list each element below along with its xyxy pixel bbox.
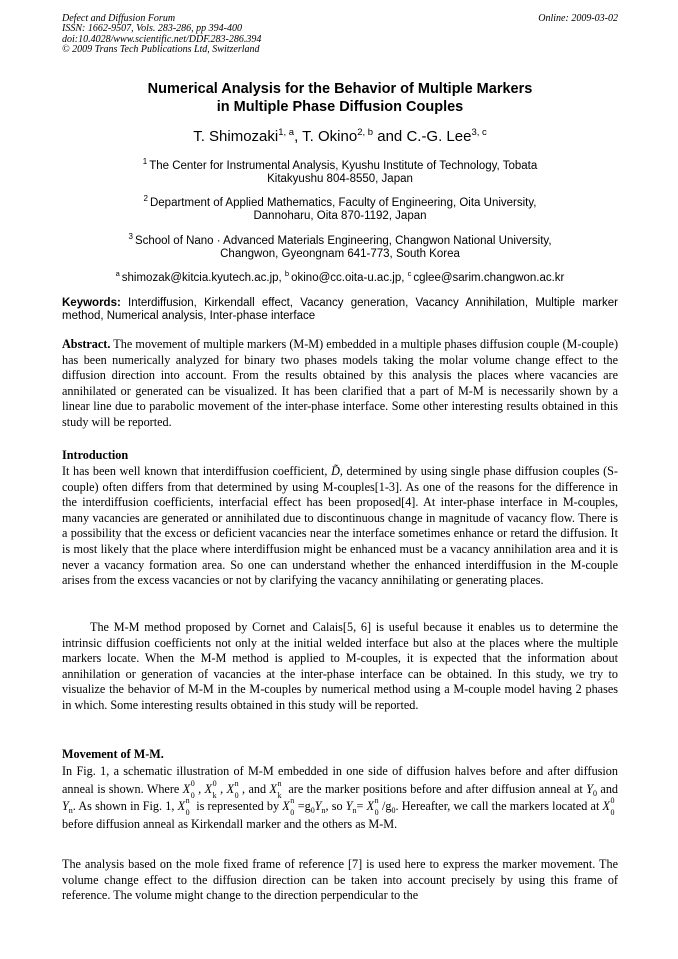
symbol-x0-n: X n 0 [366,796,379,818]
affiliation-line: School of Nano · Advanced Materials Engineering, Changwon National University, [134,235,552,247]
symbol-y0: Y [586,781,593,796]
section-heading-introduction: Introduction [62,448,129,462]
journal-doi: doi:10.4028/www.scientific.net/DDF.283-286.394 [62,33,262,45]
affiliation-line: Department of Applied Mathematics, Faculty of Engineering, Oita University, [149,197,537,209]
symbol-x0-n: X n 0 [177,796,190,818]
email-marker: c [407,269,412,278]
symbol-x0-n: X n 0 [226,778,239,800]
email-c[interactable]: cglee@sarim.changwon.ac.kr [413,272,565,284]
email-a[interactable]: shimozak@kitcia.kyutech.ac.jp [121,272,279,284]
movement-text: and the others as M-M. [283,816,398,831]
movement-paragraph-2: The analysis based on the mole fixed frame of reference [7] is used here to express the marker movement. The volume change effect to the diffusion direction can be taken into account precisely by using this frame of reference. The volume might change to the direction perpendicular to the [62,857,618,903]
movement-text: are the marker positions before and [284,781,463,796]
journal-name: Defect and Diffusion Forum [62,13,176,24]
keywords-text: Interdiffusion, Kirkendall effect, Vacancy generation, Vacancy Annihilation, Multiple marker method, Numerical analysis, Inter-phase interface [62,297,618,323]
intro-text: , determined by using single phase diffusion couples (S-couple) often differs from that determined by using M-couples[1-3]. As one of the reasons for the difference in the interdiffusion coefficients, interfacial effect has been proposed[4]. At inter-phase interface in M-couples, many vacancies are generated or annihilated due to discontinuous change in magnitude of vacancy flow. There is a possibility that the excess or deficient vacancies near the interface sometimes enhance or retard the diffusion. It is most likely that the place where interdiffusion might be enhanced must be a vacancy annihilation area and it is never a vacancy formation area. So one can understand whether the enhanced interdiffusion in the M-couple arises from the excess vacancies or not by clarifying the vacancy annihilating or generating places. [62,464,618,588]
movement-text: diffusion anneal is shown. Where [62,764,618,796]
paper-title [62,80,618,116]
title-line-1: Numerical Analysis for the Behavior of Multiple Markers [147,81,533,97]
author-list [62,128,618,146]
email-marker: a [115,269,120,278]
symbol-x0-0: X 0 0 [182,778,195,800]
introduction-paragraph-2: The M-M method proposed by Cornet and Calais[5, 6] is useful because it enables us to determine the intrinsic diffusion coefficients not only at the initial welded interface but also at the places where the multiple markers locate. When the M-M method is applied to M-couples, it is expected that the information about annihilation or generation of vacancies at the inter-phase interface can be obtained. In this study, we try to visualize the behavior of M-M in the M-couples by numerical method using a M-couple model having 2 phases in which. Some interesting results obtained in this study will be reported. [62,620,618,712]
author-3-affil: 3, c [471,127,487,138]
author-1: T. Shimozaki [193,128,279,145]
affiliation-2 [62,194,618,223]
introduction-paragraph-1 [62,464,618,589]
movement-text: In Fig. 1, a schematic illustration of M-M embedded in one side of diffusion halves before and after [62,764,570,778]
affiliation-line: Dannoharu, Oita 870-1192, Japan [253,210,427,223]
journal-header [62,14,618,56]
author-separator: and [373,128,407,145]
abstract-label: Abstract. [62,337,111,351]
affiliation-3 [62,232,618,261]
section-heading-movement: Movement of M-M. [62,747,164,761]
keywords [62,297,618,324]
symbol-yn: Y [62,799,69,814]
author-1-affil: 1, a [278,127,295,138]
interdiffusion-symbol: D̃ [331,464,340,478]
affiliation-1 [62,157,618,186]
abstract [62,337,618,431]
intro-text: It has been well known that interdiffusion coefficient, [62,464,332,478]
author-emails [62,269,618,285]
author-separator: , [294,128,303,145]
title-line-2: in Multiple Phase Diffusion Couples [216,99,464,115]
keywords-label: Keywords: [62,297,121,309]
symbol-x0-0: X 0 0 [602,796,615,818]
symbol-xk-0: X 0 k [204,778,217,800]
movement-text: after diffusion anneal at [465,781,587,796]
email-separator: , [401,272,408,284]
symbol-x0-n: X n 0 [282,796,295,818]
abstract-text: The movement of multiple markers (M-M) embedded in a multiple phases diffusion couple (M-couple) has been numerically analyzed for binary two phases models taking the molar volume change effect to the diffusion direction into account. From the results obtained by this analysis the places where vacancies are annihilated or generated can be visualized. It has been clarified that a part of M-M is necessarily shown by a linear line due to parabolic movement of the inter-phase interface. Some other interesting results obtained in this study will be reported. [62,337,618,429]
affiliation-line: The Center for Instrumental Analysis, Kyushu Institute of Technology, Tobata [149,160,538,172]
symbol-xk-n: X n k [269,778,282,800]
affiliation-number: 3 [128,232,133,241]
author-2-affil: 2, b [357,127,374,138]
affiliation-number: 2 [143,194,148,203]
email-b[interactable]: okino@cc.oita-u.ac.jp [291,272,402,284]
journal-copyright: © 2009 Trans Tech Publications Ltd, Switzerland [62,44,260,56]
online-date: Online: 2009-03-02 [538,13,618,24]
author-3: C.-G. Lee [406,128,472,145]
affiliation-line: Kitakyushu 804-8550, Japan [267,173,413,186]
journal-issn: ISSN: 1662-9507, Vols. 283-286, pp 394-400 [62,23,242,35]
movement-paragraph-1: In Fig. 1, a schematic illustration of M-M embedded in one side of diffusion halves before and after diffusion anneal is shown. Where X 0 0 , X 0 k , X n 0 , and X n k are the marker positions before and after diffusion anneal at $Y_0$ and $Y_n$. As shown in Fig. 1, X n 0 is represented by X n 0 $=g_0Y_n$, so $Y_n= X$ n 0 $/g_0$. Hereafter, we call the markers located at X 0 0 before diffusion anneal as Kirkendall marker and the others as M-M. [62,764,619,831]
affiliation-number: 1 [142,157,148,166]
email-separator: , [278,272,285,284]
author-2: T. Okino [302,128,358,145]
affiliation-line: Changwon, Gyeongnam 641-773, South Korea [220,248,460,261]
email-marker: b [284,269,290,278]
